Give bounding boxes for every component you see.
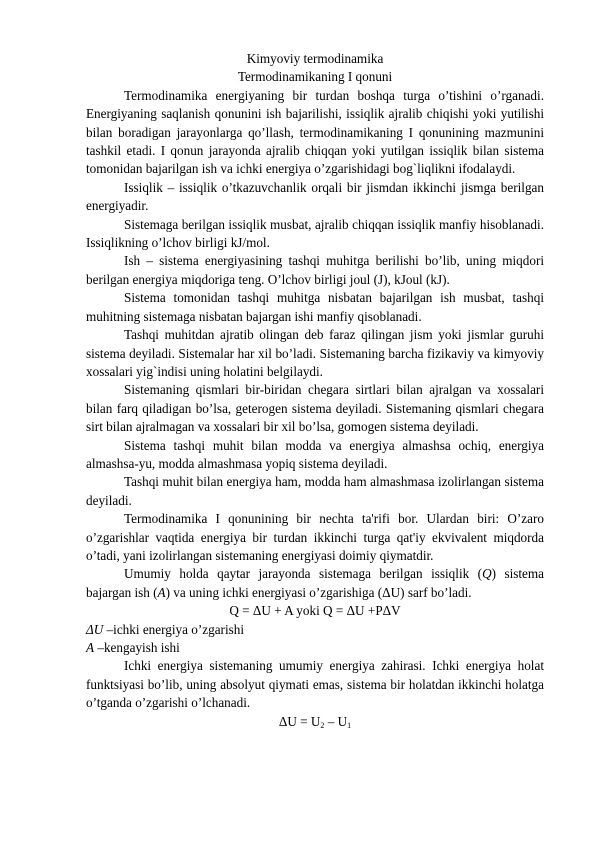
formula-delta-u	[86, 713, 544, 731]
document-title: Kimyoviy termodinamika	[246, 51, 384, 66]
document-body	[86, 50, 544, 731]
text-segment: Umumiy holda qaytar jarayonda sistemaga berilgan issiqlik (	[124, 566, 483, 582]
paragraph-first-law: Termodinamika I qonunining bir nechta ta'rifi bor. Ulardan biri: O’zaro o’zgarishlar vaqtida energiya bir turdan ikkinchi turga qat'iy ekvivalent miqdorda o’tadi, yani izolirlangan sistemaning energiyasi doimiy qiymatdir.	[86, 511, 544, 563]
formula-first-law: Q = ΔU + A yoki Q = ΔU +PΔV	[229, 603, 401, 619]
paragraph-work-sign: Sistema tomonidan tashqi muhitga nisbatan bajarilgan ish musbat, tashqi muhitning sistemaga nisbatan bajargan ishi manfiy qisoblanadi.	[86, 290, 544, 324]
symbol-q: Q	[482, 566, 492, 582]
definition-delta-u	[86, 621, 544, 639]
paragraph-heat-definition: Issiqlik – issiqlik o’tkazuvchanlik orqali bir jismdan ikkinchi jismga berilgan energiyadir.	[86, 179, 544, 214]
paragraph-internal-energy: Ichki energiya sistemaning umumiy energiya zahirasi. Ichki energiya holat funktsiyasi bo’lib, uning absolyut qiymati emas, sistema bir holatdan ikkinchi holatga o’tganda o’zgarishi o’lchanadi.	[86, 658, 544, 711]
paragraph-heat-work	[86, 565, 544, 602]
paragraph-heat-sign: Sistemaga berilgan issiqlik musbat, ajralib chiqqan issiqlik manfiy hisoblanadi. Issiqlikning o’lchov birligi kJ/mol.	[86, 216, 544, 251]
text-segment: ) va uning ichki energiyasi o’zgarishiga (ΔU) sarf bo’ladi.	[165, 584, 472, 600]
subscript-2: 2	[320, 720, 325, 730]
paragraph-isolated: Tashqi muhit bilan energiya ham, modda ham almashmasa izolirlangan sistema deyiladi.	[86, 474, 544, 508]
paragraph-heterogeneous: Sistemaning qismlari bir-biridan chegara sirtlari bilan ajralgan va xossalari bilan farq qiladigan bo’lsa, geterogen sistema deyiladi. Sistemaning qismlari chegara sirt bilan ajralmagan va xossalari bir xil bo’lsa, gomogen sistema deyiladi.	[86, 382, 544, 435]
formula-part: – U	[324, 713, 348, 729]
text-segment: ) sistema bajargan ish (	[86, 566, 545, 600]
paragraph-work-definition: Ish – sistema energiyasining tashqi muhitga berilishi bo’lib, uning miqdori berilgan energiya miqdoriga teng. O’lchov birligi joul (J), kJoul (kJ).	[86, 253, 544, 287]
section-heading: Termodinamikaning I qonuni	[237, 69, 393, 85]
symbol-a-def: A	[86, 640, 95, 655]
paragraph-intro: Termodinamika energiyaning bir turdan boshqa turga o’tishini o’rganadi. Energiyaning saqlanish qonunini ish bajarilishi, issiqlik ajralib chiqishi yoki yutilishi bilan boradigan jarayonlarga qo’llash, termodinamikaning I qonunining mazmunini tashkil etadi. I qonun jarayonda ajralib chiqqan yoki yutilgan issiqlik bilan sistema tomonidan bajarilgan ish va ichki energiya o’zgarishidagi bog`liqlikni ifodalaydi.	[86, 87, 544, 177]
symbol-a: A	[157, 584, 166, 600]
definition-text: –ichki energiya o’zgarishi	[103, 621, 245, 637]
subscript-1: 1	[347, 720, 352, 730]
paragraph-open-closed: Sistema tashqi muhit bilan modda va energiya almashsa ochiq, energiya almashsa-yu, modda almashmasa yopiq sistema deyiladi.	[86, 437, 544, 471]
definition-text: –kengayish ishi	[94, 640, 180, 655]
symbol-delta-u: ΔU	[86, 621, 104, 637]
paragraph-system-definition: Tashqi muhitdan ajratib olingan deb faraz qilingan jism yoki jismlar guruhi sistema deyiladi. Sistemalar har xil bo’ladi. Sistemaning barcha fizikaviy va kimyoviy xossalari yig`indisi uning holatini belgilaydi.	[86, 327, 544, 379]
formula-part: ΔU = U	[278, 713, 321, 729]
definition-a	[86, 639, 544, 657]
